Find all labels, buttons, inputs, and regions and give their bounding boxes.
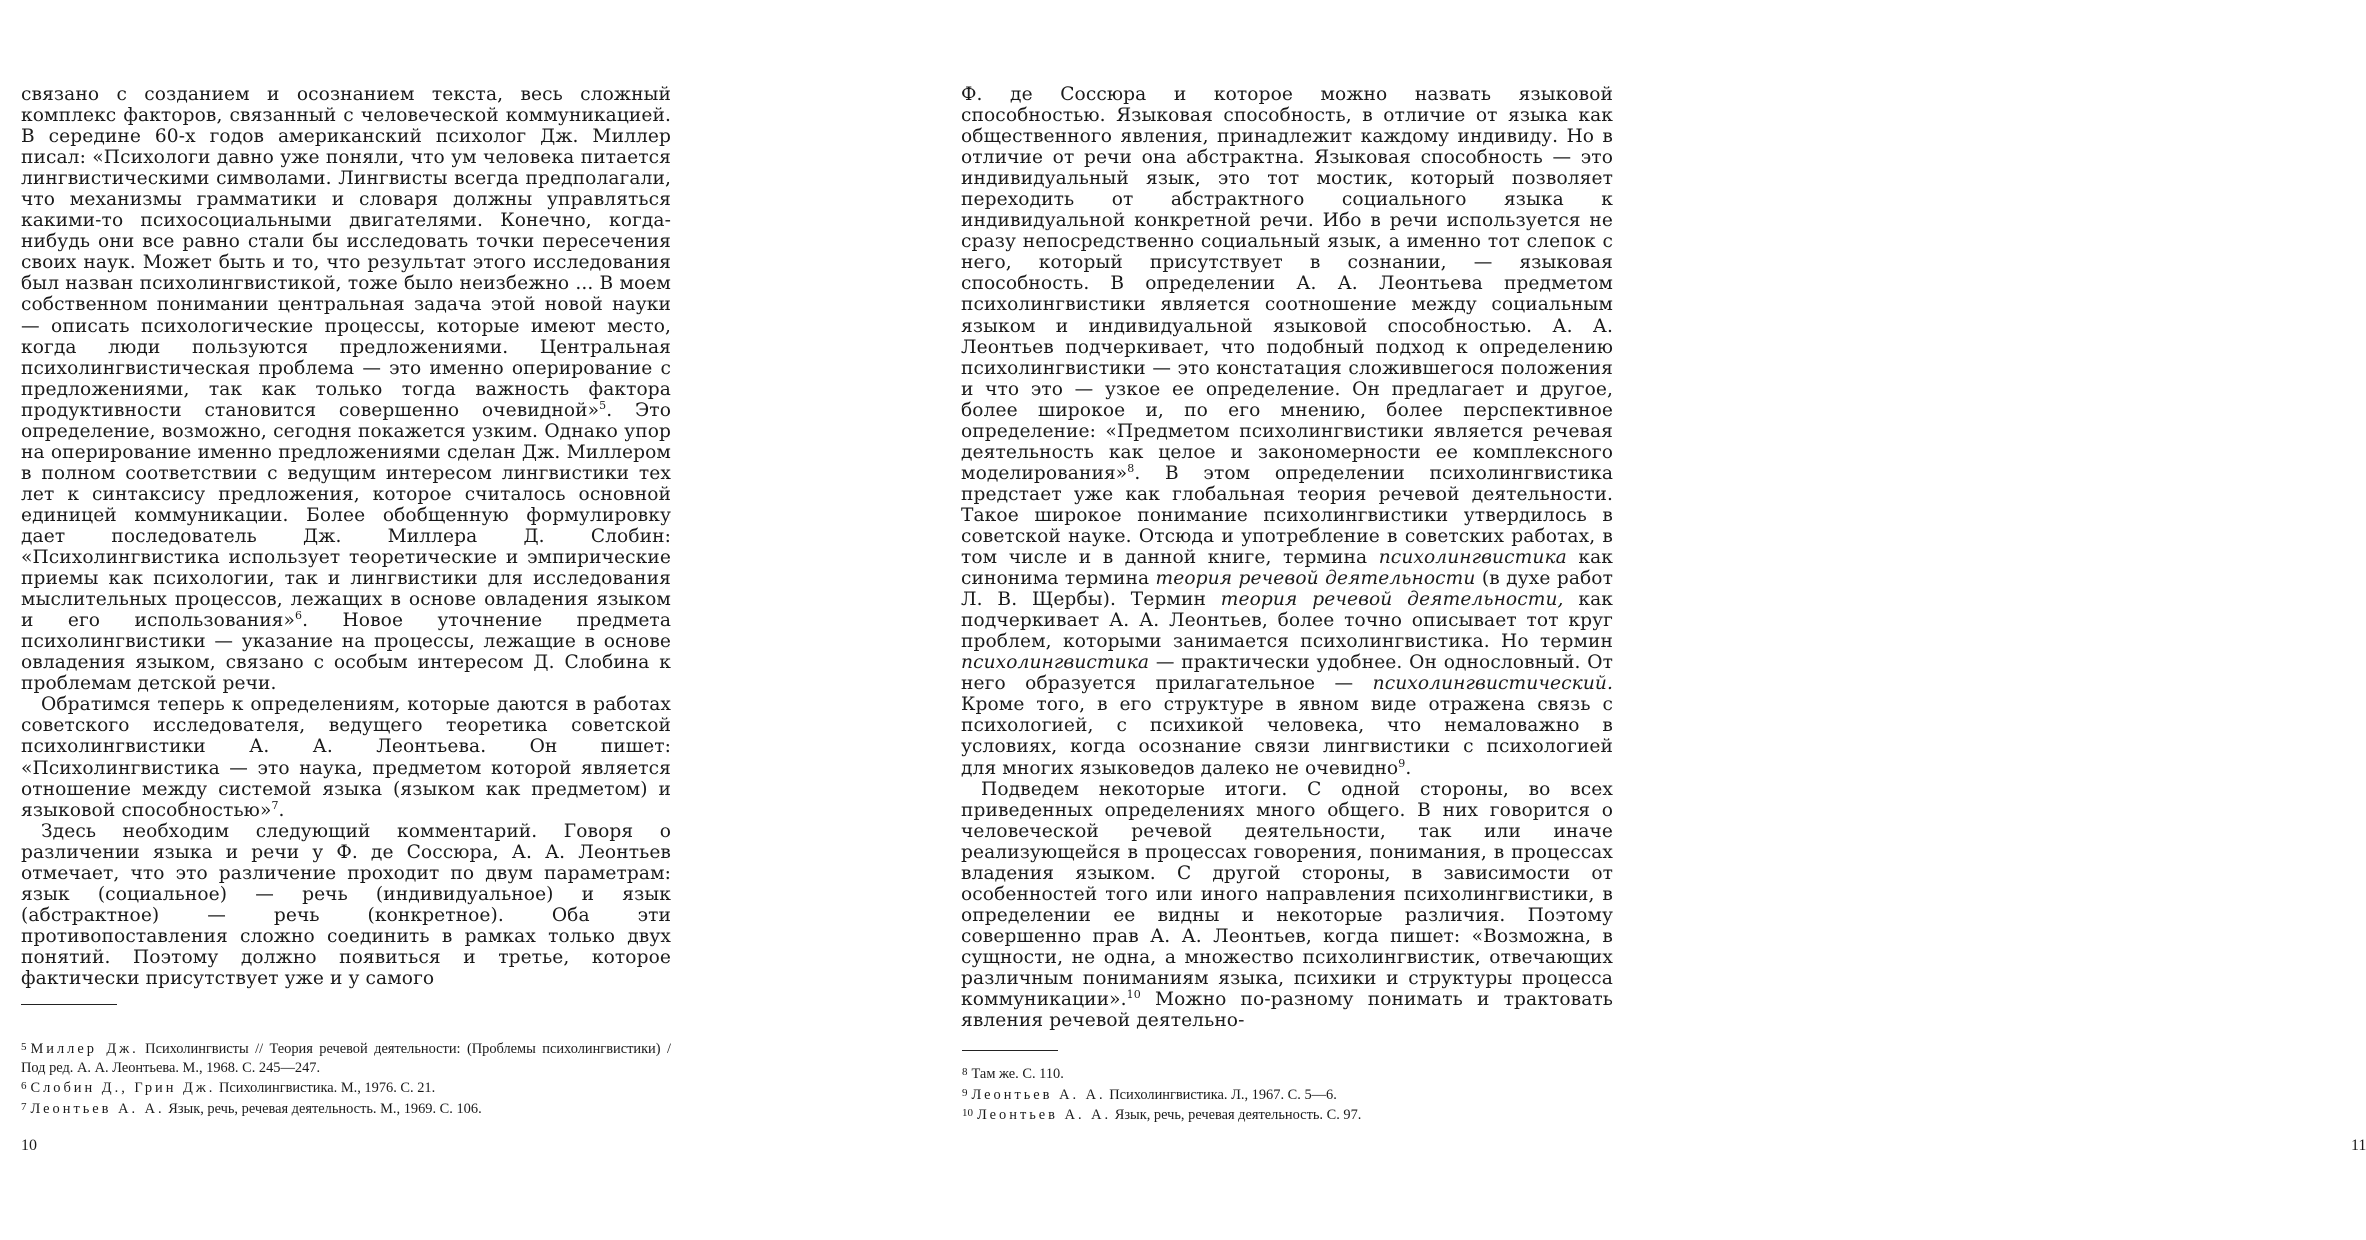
term-italic: психолингвистика xyxy=(961,652,1150,674)
left-footnotes xyxy=(21,1038,671,1118)
footnote-ref[interactable]: 8 xyxy=(1127,461,1135,475)
footnote-ref[interactable]: 10 xyxy=(1126,987,1141,1001)
footnote: $^5$ Миллер Дж. Психолингвисты // Теория речевой деятельности: (Проблемы психолингвистики) / Под ред. А. А. Леонтьева. М., 1968. С. 245—247. xyxy=(21,1041,671,1076)
footnote: $^{10}$ Леонтьев А. А. Язык, речь, речевая деятельность. С. 97. xyxy=(962,1107,1362,1123)
page-number: 10 xyxy=(21,1137,37,1154)
term-italic: психолингвистический. xyxy=(1372,673,1613,695)
right-page xyxy=(877,0,2366,1240)
footnote-divider xyxy=(21,1004,117,1005)
paragraph: Подведем некоторые итоги. С одной стороны, во всех приведенных определениях много общего. В них говорится о человеческой речевой деятельности, так или иначе реализующейся в процессах говорения, понимания, в процессах владения языком. С другой стороны, в зависимости от особенностей того или иного направления психолингвистики, в определении ее видны и некоторые различия. Поэтому совершенно прав А. А. Леонтьев, когда пишет: «Возможна, в сущности, не одна, а множество психолингвистик, отвечающих различным пониманиям языка, психики и структуры процесса коммуникации».$^{10}$ Можно по-разному понимать и трактовать явления речевой деятельно- xyxy=(961,778,1613,1032)
right-body-text xyxy=(961,84,1613,1031)
term-italic: теория речевой деятельности xyxy=(1155,568,1476,590)
left-page xyxy=(0,0,877,1240)
footnote-ref[interactable]: 9 xyxy=(1398,756,1406,770)
footnote: $^8$ Там же. С. 110. xyxy=(962,1066,1064,1082)
footnote-ref[interactable]: 7 xyxy=(271,798,279,812)
footnote: $^7$ Леонтьев А. А. Язык, речь, речевая деятельность. М., 1969. С. 106. xyxy=(21,1100,482,1117)
footnote-ref[interactable]: 6 xyxy=(295,608,303,622)
footnote-ref[interactable]: 5 xyxy=(599,398,607,412)
footnote: $^6$ Слобин Д., Грин Дж. Психолингвистика. М., 1976. С. 21. xyxy=(21,1080,436,1096)
footnote-divider xyxy=(962,1050,1058,1051)
paragraph: Здесь необходим следующий комментарий. Говоря о различении языка и речи у Ф. де Соссюра, А. А. Леонтьев отмечает, что это различение проходит по двум параметрам: язык (социальное) — речь (индивидуальное) и язык (абстрактное) — речь (конкретное). Оба эти противопоставления сложно соединить в рамках только двух понятий. Поэтому должно появиться и третье, которое фактически присутствует уже и у самого xyxy=(21,820,671,989)
right-footnotes xyxy=(962,1063,1614,1125)
footnote: $^9$ Леонтьев А. А. Психолингвистика. Л., 1967. С. 5—6. xyxy=(962,1086,1337,1103)
paragraph: Ф. де Соссюра и которое можно назвать языковой способностью. Языковая способность, в отличие от языка как общественного явления, принадлежит каждому индивиду. Но в отличие от речи она абстрактна. Языковая способность — это индивидуальный язык, это тот мостик, который позволяет переходить от абстрактного социального языка к индивидуальной конкретной речи. Ибо в речи используется не сразу непосредственно социальный язык, а именно тот слепок с него, который присутствует в сознании, — языковая способность. В определении А. А. Леонтьева предметом психолингвистики является соотношение между социальным языком и индивидуальной языковой способностью. А. А. Леонтьев подчеркивает, что подобный подход к определению психолингвистики — это констатация сложившегося положения и что это — узкое ее определение. Он предлагает и другое, более широкое и, по его мнению, более перспективное определение: «Предметом психолингвистики является речевая деятельность как целое и закономерности ее комплексного моделирования»$^8$. В этом определении психолингвистика предстает уже как глобальная теория речевой деятельности. Такое широкое понимание психолингвистики утвердилось в советской науке. Отсюда и употребление в советских работах, в том числе и в данной книге, термина психолингвистика как синонима термина теория речевой деятельности (в духе работ Л. В. Щербы). Термин теория речевой деятельности, как подчеркивает А. А. Леонтьев, более точно описывает тот круг проблем, которыми занимается психолингвистика. Но термин психолингвистика — практически удобнее. Он однословный. От него образуется прилагательное — психолингвистический. Кроме того, в его структуре в явном виде отражена связь с психологией, с психикой человека, что немаловажно в условиях, когда осознание связи лингвистики с психологией для многих языковедов далеко не очевидно$^9$. xyxy=(961,84,1613,779)
term-italic: психолингвистика xyxy=(1378,547,1567,569)
left-body-text xyxy=(21,84,671,989)
paragraph: связано с созданием и осознанием текста, весь сложный комплекс факторов, связанный с человеческой коммуникацией. В середине 60-х годов американский психолог Дж. Миллер писал: «Психологи давно уже поняли, что ум человека питается лингвистическими символами. Лингвисты всегда предполагали, что механизмы грамматики и словаря должны управляться какими-то психосоциальными двигателями. Конечно, когда-нибудь они все равно стали бы исследовать точки пересечения своих наук. Может быть и то, что результат этого исследования был назван психолингвистикой, тоже было неизбежно ... В моем собственном понимании центральная задача этой новой науки — описать психологические процессы, которые имеют место, когда люди пользуются предложениями. Центральная психолингвистическая проблема — это именно оперирование с предложениями, так как только тогда важность фактора продуктивности становится совершенно очевидной»$^5$. Это определение, возможно, сегодня покажется узким. Однако упор на оперирование именно предложениями сделан Дж. Миллером в полном соответствии с ведущим интересом лингвистики тех лет к синтаксису предложения, которое считалось основной единицей коммуникации. Более обобщенную формулировку дает последователь Дж. Миллера Д. Слобин: «Психолингвистика использует теоретические и эмпирические приемы как психологии, так и лингвистики для исследования мыслительных процессов, лежащих в основе овладения языком и его использования»$^6$. Новое уточнение предмета психолингвистики — указание на процессы, лежащие в основе овладения языком, связано с особым интересом Д. Слобина к проблемам детской речи. xyxy=(21,84,671,695)
paragraph: Обратимся теперь к определениям, которые даются в работах советского исследователя, ведущего теоретика советской психолингвистики А. А. Леонтьева. Он пишет: «Психолингвистика — это наука, предметом которой является отношение между системой языка (языком как предметом) и языковой способностью»$^7$. xyxy=(21,694,671,821)
page-number: 11 xyxy=(2351,1137,2366,1154)
term-italic: теория речевой деятельности, xyxy=(1220,589,1564,611)
